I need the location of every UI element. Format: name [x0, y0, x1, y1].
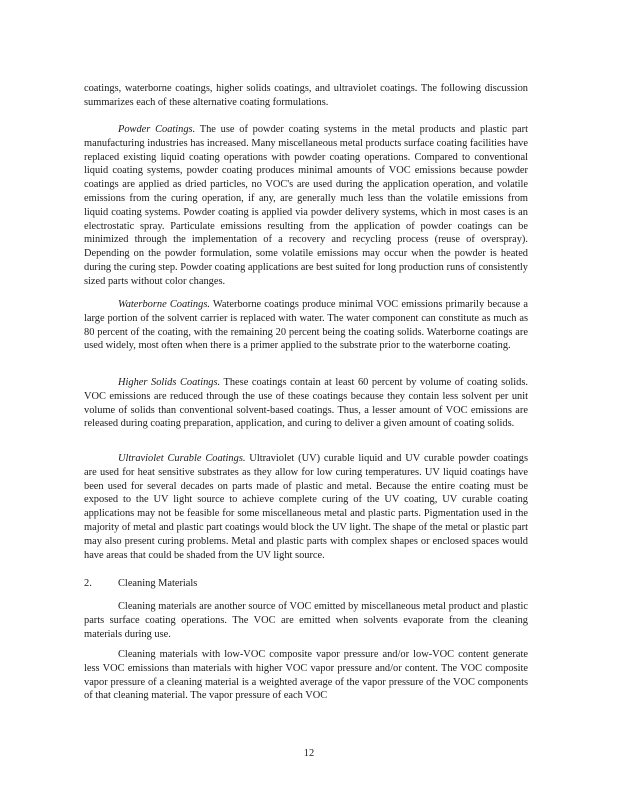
uv-curable-body: Ultraviolet (UV) curable liquid and UV curable powder coatings are used for heat sensitive substrates as they allow for low curing temperatures. UV liquid coatings have been used for several decades on parts made of plastic and metal. Because the entire coating must be exposed to the UV light source to achieve complete curing of the UV coating, UV curable coating applications may not be feasible for some miscellaneous metal and plastic parts. Pigmentation used in the majority of metal and plastic part coatings would block the UV light. The shape of the metal or plastic part may also present curing problems. Metal and plastic parts with complex shapes or enclosed spaces would have areas that could be shaded from the UV light source.: [84, 453, 528, 561]
higher-solids-paragraph: [84, 376, 528, 431]
section-number: 2.: [84, 578, 92, 589]
powder-coatings-heading: Powder Coatings.: [118, 124, 196, 135]
waterborne-coatings-paragraph: [84, 298, 528, 353]
page-number: 12: [303, 748, 315, 759]
waterborne-coatings-heading: Waterborne Coatings.: [118, 299, 210, 310]
uv-curable-heading: Ultraviolet Curable Coatings.: [118, 453, 246, 464]
cleaning-paragraph-1: [84, 600, 528, 641]
intro-text: coatings, waterborne coatings, higher solids coatings, and ultraviolet coatings. The following discussion summarizes each of these alternative coating formulations.: [84, 83, 528, 108]
section-heading-cleaning: [84, 577, 528, 591]
uv-curable-paragraph: [84, 452, 528, 562]
cleaning-paragraph-2: [84, 648, 528, 703]
powder-coatings-paragraph: [84, 123, 528, 289]
higher-solids-heading: Higher Solids Coatings.: [118, 377, 221, 388]
powder-coatings-body: The use of powder coating systems in the metal products and plastic part manufacturing industries has increased. Many miscellaneous metal products surface coating facilities have replaced existing liquid coating operations with powder coating operations. Compared to conventional liquid coating systems, powder coating produces minimal amounts of VOC emissions because powder coatings are applied as dried particles, no VOC's are used during the application operation, and volatile emissions from the curing operation, if any, are generally much less than the volatile emissions from liquid coating systems. Powder coating is applied via powder delivery systems, which in most cases is an electrostatic spray. Particulate emissions resulting from the application of powder coatings can be minimized through the implementation of a recovery and recycling process (reuse of overspray). Depending on the powder formulation, some volatile emissions may occur when the powder is heated during the curing step. Powder coating applications are best suited for long production runs of consistently sized parts without color changes.: [84, 124, 528, 287]
intro-paragraph: [84, 82, 528, 110]
cleaning-paragraph-2-text: Cleaning materials with low-VOC composite vapor pressure and/or low-VOC content generate less VOC emissions than materials with higher VOC vapor pressure and/or content. The VOC composite vapor pressure of a cleaning material is a weighted average of the vapor pressure of the VOC components of that cleaning material. The vapor pressure of each VOC: [84, 649, 528, 702]
waterborne-coatings-body: Waterborne coatings produce minimal VOC emissions primarily because a large portion of the solvent carrier is replaced with water. The water component can constitute as much as 80 percent of the coating, with the remaining 20 percent being the coating solids. Waterborne coatings are used widely, most often when there is a primer applied to the substrate prior to the waterborne coating.: [84, 299, 528, 352]
section-title: Cleaning Materials: [118, 578, 198, 589]
cleaning-paragraph-1-text: Cleaning materials are another source of VOC emitted by miscellaneous metal product and plastic parts surface coating operations. The VOC are emitted when solvents evaporate from the cleaning materials during use.: [84, 601, 528, 640]
higher-solids-body: These coatings contain at least 60 percent by volume of coating solids. VOC emissions are reduced through the use of these coatings because they contain less solvent per unit volume of solids than conventional solvent-based coatings. Thus, a lesser amount of VOC emissions are released during coating preparation, application, and curing to deliver a given amount of coating solids.: [84, 377, 528, 430]
